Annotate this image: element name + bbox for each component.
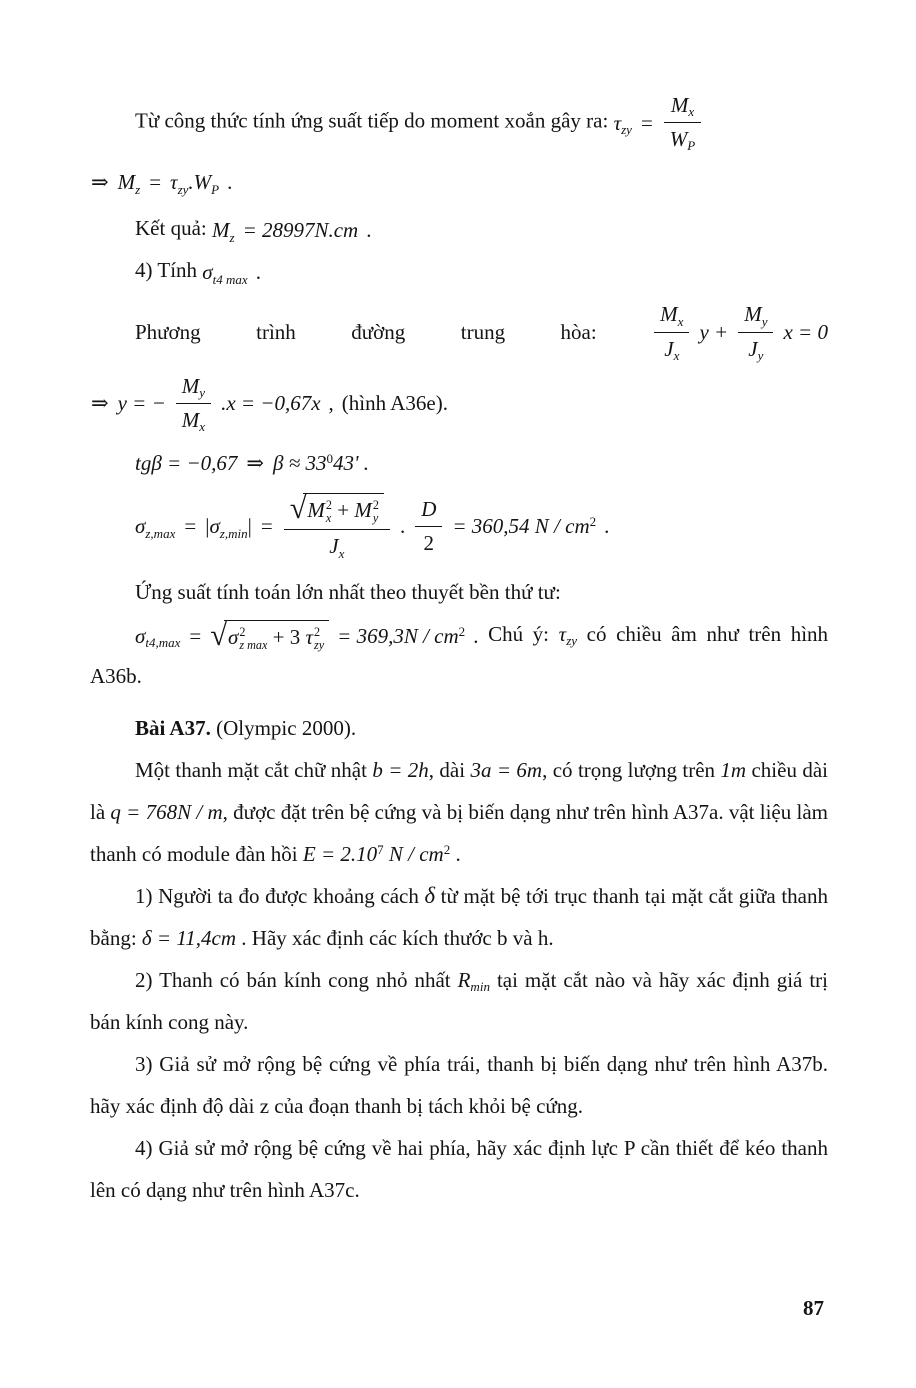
text-segment: , được đặt trên bệ cứng và bị biến dạng như trên hình A37a. vật liệu làm thanh có module đàn hồi — [90, 799, 829, 866]
math-sub: zy — [177, 181, 189, 197]
fraction-numerator — [284, 492, 390, 530]
word: trình — [256, 319, 296, 344]
abs-bar: | — [247, 514, 252, 539]
fraction — [176, 373, 211, 434]
math-tau: $\tau_{zy}$ — [613, 110, 632, 137]
math-sub: y — [199, 385, 206, 401]
math-sub: x — [199, 419, 206, 435]
problem-number: Bài A37. — [135, 715, 211, 740]
math-result: = 360,54 N / $cm^2$ — [452, 514, 597, 539]
fraction-denominator: $J_x$ — [664, 336, 680, 363]
fraction — [654, 301, 689, 362]
page-number: 87 — [803, 1296, 824, 1320]
math-sub: x — [673, 347, 680, 363]
math-mz: $M_z$ — [117, 170, 141, 197]
equals-sign: = — [184, 514, 197, 539]
math-rmin: $R_{min}$ — [457, 967, 490, 994]
fourth-theory-intro — [90, 571, 828, 613]
math-tau-wp: $\tau_{zy}.W_P$ — [170, 170, 220, 197]
math-sub: t4 max — [212, 271, 248, 287]
beta-angle-line — [90, 440, 828, 482]
beta-angle-formula — [135, 450, 369, 476]
figure-reference: (hình A36e). — [341, 391, 448, 416]
result-formula — [212, 217, 372, 243]
period: . — [473, 623, 479, 648]
fraction-numerator: $M_x$ — [654, 301, 689, 332]
math-sup: 7 — [377, 841, 384, 857]
neutral-axis-solution-formula — [90, 373, 448, 434]
text-segment: . Hãy xác định các kích thước b và h. — [241, 925, 554, 950]
text-segment: , dài — [428, 757, 466, 782]
radicand — [224, 620, 329, 652]
period: . — [604, 514, 610, 539]
sub-sup-stack: 2 x — [325, 498, 333, 526]
fraction-numerator: $M_x$ — [664, 92, 701, 123]
text-segment: 3) Giả sử mở rộng bệ cứng về phía trái, thanh bị biến dạng như trên hình A37b. hãy xác định độ dài z của đoạn thanh bị tách khỏi bệ cứng. — [90, 1051, 828, 1118]
sub-sup-stack: 2 zy — [314, 624, 325, 652]
math-abs-sigma-min: $|\sigma_{z,min}|$ — [205, 514, 252, 541]
equals-sign: = — [189, 623, 202, 648]
fraction — [738, 301, 773, 362]
radical-sign: √ — [289, 491, 307, 526]
mz-equation-line — [90, 159, 828, 201]
math-inline: b = 2h — [372, 757, 429, 782]
square-root — [210, 617, 329, 652]
fraction-denominator: $J_y$ — [748, 336, 764, 363]
text-segment: Từ công thức tính ứng suất tiếp do moment xoắn gây ra: — [135, 108, 609, 133]
math-modulus: $E = 2.10^7$ — [302, 841, 384, 866]
problem-a37-heading — [90, 707, 828, 749]
math-sub: z,max — [145, 525, 176, 541]
period: . — [455, 841, 461, 866]
period: . — [227, 170, 233, 195]
math-sub: P — [687, 138, 696, 154]
fraction — [664, 92, 701, 153]
math-value: = 28997N.cm — [242, 218, 359, 243]
math-sup: 2 — [589, 514, 597, 530]
math-mx2: M 2 x — [307, 498, 333, 526]
fraction — [415, 496, 442, 557]
math-segment: tgβ = −0,67 — [135, 451, 238, 476]
math-segment: x = 0 — [783, 319, 828, 344]
math-mz: $M_z$ — [211, 218, 235, 245]
text-segment: (Olympic 2000). — [216, 715, 357, 740]
math-tau2: τ 2 zy — [305, 624, 325, 652]
math-sigma: $\sigma_{t4 max}$ — [202, 260, 248, 287]
math-tau: $\tau_{zy}$ — [558, 621, 578, 648]
math-sub: P — [211, 181, 220, 197]
implies-arrow: ⇒ — [91, 391, 109, 416]
question-3-paragraph — [90, 1043, 828, 1127]
fraction — [284, 492, 390, 561]
question-4-paragraph — [90, 1127, 828, 1211]
square-root — [290, 493, 384, 525]
text-segment: từ mặt bệ tới trục thanh tại mặt cắt giữa thanh bằng: — [90, 883, 828, 950]
neutral-axis-solution-line — [90, 373, 828, 434]
text-segment: Kết quả: — [135, 216, 207, 241]
math-delta: δ — [424, 882, 436, 908]
math-sub: x — [688, 104, 695, 120]
math-result: = $369,3N / cm^2$ — [337, 623, 466, 648]
text-segment: 4) Tính — [135, 258, 198, 283]
math-sub: t4,max — [145, 635, 181, 650]
sub-sup-stack: 2 z max — [239, 624, 268, 652]
torsion-stress-line — [90, 92, 828, 153]
mz-formula — [90, 169, 232, 195]
math-sub: min — [470, 978, 490, 994]
plus-sign: + — [337, 498, 350, 523]
math-sigma-t4: $\sigma_{t4,max}$ — [135, 623, 181, 650]
text-segment: , có trọng lượng trên — [542, 757, 716, 782]
math-my2: M 2 y — [354, 498, 379, 526]
radicand — [303, 493, 384, 525]
math-sub: y — [761, 313, 768, 329]
implies-arrow: ⇒ — [246, 451, 264, 476]
word: đường — [351, 319, 406, 344]
plus-sign: + 3 — [272, 624, 301, 649]
text-segment: chiều dài là — [90, 757, 829, 824]
sigma-t4max-symbol — [202, 259, 261, 285]
text-segment: có chiều âm như trên hình A36b. — [90, 621, 829, 688]
multiplication-dot: . — [399, 514, 406, 539]
math-sub: z — [229, 229, 235, 245]
math-sub: z,min — [219, 525, 248, 541]
sigma-t4-formula — [135, 617, 479, 652]
sub-sup-stack: 2 y — [372, 498, 379, 526]
math-sub: zy — [566, 632, 578, 648]
math-sup: 0 — [326, 451, 333, 467]
math-sigma2: σ 2 z max — [227, 624, 268, 652]
fraction-denominator: $M_x$ — [181, 407, 206, 435]
question-2-paragraph — [90, 959, 828, 1043]
math-sup: 2 — [443, 841, 451, 857]
sigma-t4-paragraph — [90, 613, 828, 697]
fraction-numerator: $M_y$ — [738, 301, 773, 332]
math-sup: 2 — [458, 623, 466, 639]
neutral-axis-equation-line — [90, 301, 828, 362]
math-inline: q = 768N / m — [110, 799, 223, 824]
abs-bar: | — [205, 514, 210, 539]
fraction-numerator: $M_y$ — [176, 373, 211, 404]
result-line — [90, 207, 828, 249]
text-segment: Chú ý: — [488, 621, 550, 646]
math-inline: 3a = 6m — [470, 757, 543, 782]
math-sub: y — [757, 347, 764, 363]
math-sub: zy — [621, 121, 632, 137]
text-segment: Ứng suất tính toán lớn nhất theo thuyết bền thứ tư: — [135, 579, 561, 604]
implies-arrow: ⇒ — [91, 170, 109, 195]
equals-sign: = — [640, 110, 653, 135]
word: trung — [460, 319, 506, 344]
fraction-numerator: D — [415, 496, 442, 527]
radical-sign: √ — [210, 617, 227, 652]
tau-formula — [614, 92, 704, 153]
word: Phương — [135, 319, 201, 344]
fraction-denominator: 2 — [423, 530, 435, 555]
comma: , — [328, 391, 334, 416]
math-inline: δ = 11,4cm — [141, 925, 237, 950]
math-segment: y = − — [117, 391, 166, 416]
math-modulus-unit: N / $cm^2$ — [388, 841, 451, 866]
word: hòa: — [560, 319, 597, 344]
period: . — [366, 218, 372, 243]
text-segment: 4) Giả sử mở rộng bệ cứng về hai phía, hãy xác định lực P cần thiết để kéo thanh lên có dạng như trên hình A37c. — [90, 1135, 828, 1202]
math-sub: x — [338, 545, 345, 561]
text-segment: 2) Thanh có bán kính cong nhỏ nhất — [135, 967, 451, 992]
math-segment: .x = −0,67x — [221, 391, 321, 416]
text-segment: Một thanh mặt cắt chữ nhật — [135, 757, 367, 782]
neutral-axis-equation — [652, 301, 828, 362]
item-4-heading — [90, 249, 828, 291]
math-sub: z — [135, 181, 141, 197]
text-segment: 1) Người ta đo được khoảng cách — [135, 883, 419, 908]
text-segment: tại mặt cắt nào và hãy xác định giá trị bán kính cong này. — [90, 967, 829, 1034]
fraction-denominator: $J_x$ — [329, 534, 345, 561]
math-segment: y + — [699, 319, 729, 344]
equals-sign: = — [260, 514, 273, 539]
question-1-paragraph — [90, 875, 828, 959]
equals-sign: = — [149, 170, 162, 195]
sigma-max-formula-line — [90, 492, 828, 561]
math-segment: $\beta \approx 33^043'$ . — [273, 451, 369, 476]
period: . — [255, 260, 261, 285]
math-sigma-max: $\sigma_{z,max}$ — [135, 514, 176, 541]
problem-a37-intro-paragraph — [90, 749, 828, 875]
sigma-max-formula — [135, 492, 609, 561]
math-sub: x — [677, 313, 684, 329]
fraction-denominator: $W_P$ — [669, 127, 696, 154]
math-inline: 1m — [720, 757, 747, 782]
